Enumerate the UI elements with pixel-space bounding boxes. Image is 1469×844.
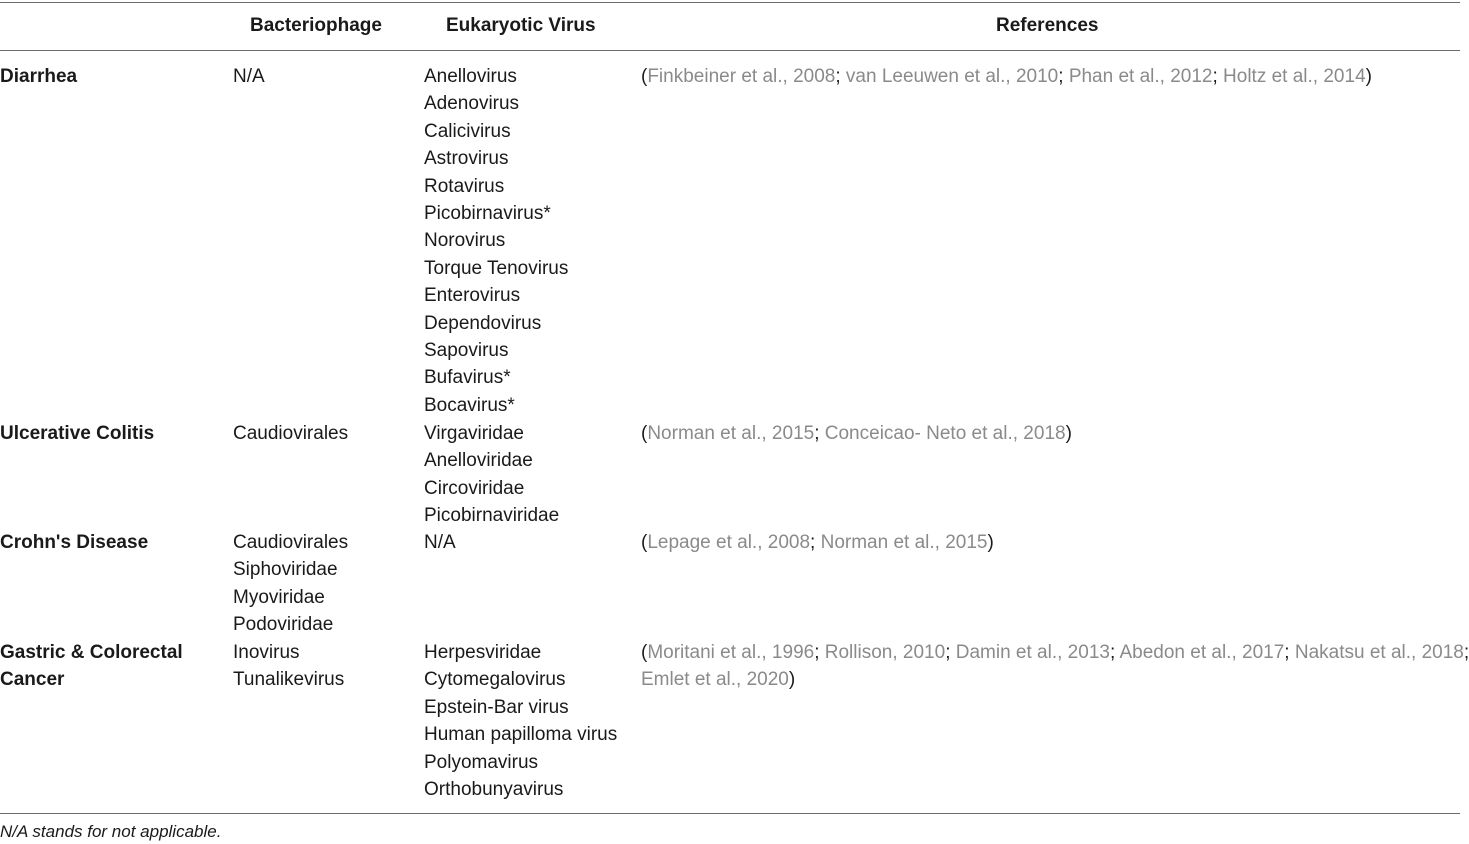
bacteriophage-item: Siphoviridae [233,559,338,581]
disease-name: Gastric & Colorectal [0,642,183,663]
reference-link[interactable]: Damin et al., 2013 [955,642,1110,663]
eukaryotic-virus-cell [424,63,634,419]
bacteriophage-item: Inovirus [233,642,300,663]
virus-item: Sapovirus [424,340,509,362]
references-cell [641,529,1459,556]
virus-item: Astrovirus [424,148,509,170]
references-cell [641,420,1459,447]
virus-item: Virgaviridae [424,423,524,444]
reference-line: (Norman et al., 2015; Conceicao- Neto et al., 2018) [641,423,1072,444]
bacteriophage-cell [233,529,418,639]
header-references: References [996,15,1099,36]
virus-item: Norovirus [424,230,506,252]
disease-name: Diarrhea [0,66,78,87]
eukaryotic-virus-cell [424,420,634,530]
reference-link[interactable]: Conceicao- Neto et al., 2018 [824,423,1066,444]
virus-item: Picobirnaviridae [424,505,560,527]
header-bacteriophage: Bacteriophage [250,15,382,36]
virus-item: Herpesviridae [424,642,542,663]
reference-line: (Lepage et al., 2008; Norman et al., 2015) [641,532,994,553]
virus-item: Enterovirus [424,285,521,307]
virus-item: Picobirnavirus* [424,203,551,225]
bacteriophage-item: Caudiovirales [233,423,349,444]
virus-item: Polyomavirus [424,751,539,773]
virus-item: Cytomegalovirus [424,669,566,691]
disease-cell [0,420,222,447]
virus-item: Torque Tenovirus [424,257,569,279]
table-footnote: N/A stands for not applicable. [0,822,222,841]
virus-item: Adenovirus [424,93,520,115]
virus-item: Circoviridae [424,477,525,499]
virus-item: Bufavirus* [424,367,511,389]
reference-link[interactable]: Holtz et al., 2014 [1223,66,1366,87]
virus-item: Rotavirus [424,175,505,197]
disease-cell [0,529,222,556]
disease-cell [0,639,222,694]
header-bottom-rule [0,50,1460,51]
reference-line: (Moritani et al., 1996; Rollison, 2010; Damin et al., 2013; Abedon et al., 2017; Nakatsu et al., 2018; [641,642,1469,663]
reference-line: (Finkbeiner et al., 2008; van Leeuwen et al., 2010; Phan et al., 2012; Holtz et al., 2014) [641,66,1372,87]
bacteriophage-cell [233,639,418,694]
table-top-rule [0,2,1460,3]
virus-item: Anelloviridae [424,450,533,472]
reference-link[interactable]: Rollison, 2010 [824,642,946,663]
reference-line: Emlet et al., 2020) [641,669,796,691]
reference-link[interactable]: van Leeuwen et al., 2010 [845,66,1059,87]
virus-item: Epstein-Bar virus [424,696,569,718]
reference-link[interactable]: Lepage et al., 2008 [647,532,811,553]
virus-item: Anellovirus [424,66,517,87]
bacteriophage-cell [233,63,418,90]
virus-item: Dependovirus [424,312,542,334]
bacteriophage-item: Podoviridae [233,614,334,636]
virus-item: Orthobunyavirus [424,779,564,801]
virus-item: N/A [424,532,456,553]
references-cell [641,639,1469,694]
table-bottom-rule [0,813,1460,814]
bacteriophage-cell [233,420,418,447]
bacteriophage-item: Caudiovirales [233,532,349,553]
references-cell [641,63,1459,90]
reference-link[interactable]: Emlet et al., 2020 [641,669,789,691]
reference-link[interactable]: Finkbeiner et al., 2008 [647,66,836,87]
disease-cell [0,63,222,90]
disease-name: Cancer [0,669,65,691]
bacteriophage-item: Myoviridae [233,586,325,608]
disease-name: Crohn's Disease [0,532,149,553]
eukaryotic-virus-cell [424,529,634,556]
virus-item: Calicivirus [424,120,511,142]
reference-link[interactable]: Norman et al., 2015 [820,532,988,553]
virus-item: Bocavirus* [424,394,515,416]
virus-item: Human papilloma virus [424,724,618,746]
eukaryotic-virus-cell [424,639,634,803]
reference-link[interactable]: Moritani et al., 1996 [647,642,815,663]
disease-name: Ulcerative Colitis [0,423,155,444]
reference-link[interactable]: Nakatsu et al., 2018 [1294,642,1464,663]
reference-link[interactable]: Abedon et al., 2017 [1119,642,1285,663]
header-eukaryotic-virus: Eukaryotic Virus [446,15,596,36]
reference-link[interactable]: Norman et al., 2015 [647,423,815,444]
bacteriophage-item: N/A [233,66,265,87]
bacteriophage-item: Tunalikevirus [233,669,345,691]
reference-link[interactable]: Phan et al., 2012 [1068,66,1213,87]
